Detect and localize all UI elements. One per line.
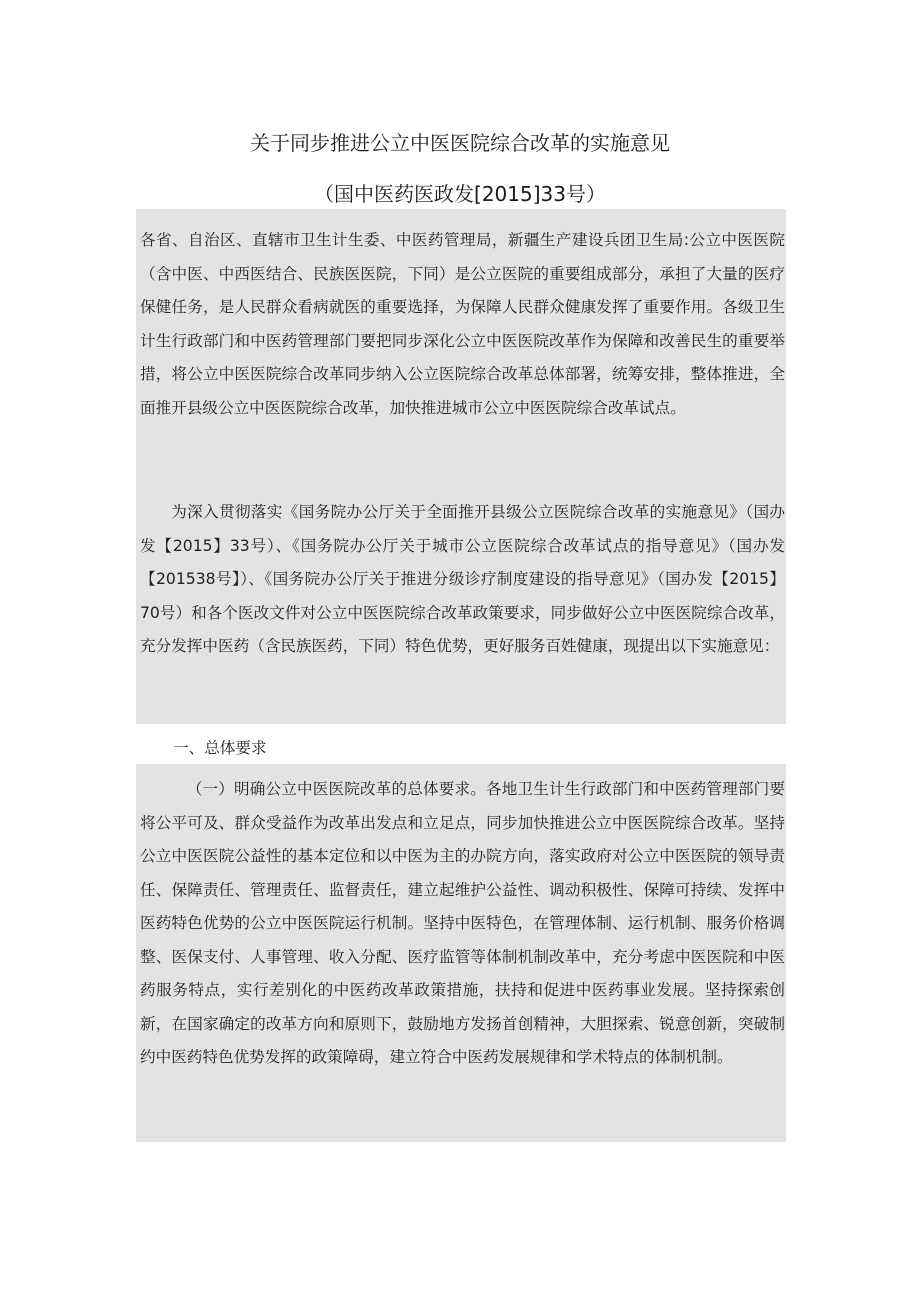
paragraph-intro: 各省、自治区、直辖市卫生计生委、中医药管理局，新疆生产建设兵团卫生局:公立中医医院（含中医、中西医结合、民族医医院，下同）是公立医院的重要组成部分，承担了大量的医疗保健任务，是人民群众看病就医的重要选择，为保障人民群众健康发挥了重要作用。各级卫生计生行政部门和中医药管理部门要把同步深化公立中医医院改革作为保障和改善民生的重要举措，将公立中医医院综合改革同步纳入公立医院综合改革总体部署，统筹安排，整体推进，全面推开县级公立中医医院综合改革，加快推进城市公立中医医院综合改革试点。 [140, 231, 785, 417]
document-title: 关于同步推进公立中医医院综合改革的实施意见 [250, 131, 670, 155]
paragraph-requirement-1: （一）明确公立中医医院改革的总体要求。各地卫生计生行政部门和中医药管理部门要将公平可及、群众受益作为改革出发点和立足点，同步加快推进公立中医医院综合改革。坚持公立中医医院公益性的基本定位和以中医为主的办院方向，落实政府对公立中医医院的领导责任、保障责任、管理责任、监督责任，建立起维护公益性、调动积极性、保障可持续、发挥中医药特色优势的公立中医医院运行机制。坚持中医特色，在管理体制、运行机制、服务价格调整、医保支付、人事管理、收入分配、医疗监管等体制机制改革中，充分考虑中医医院和中医药服务特点，实行差别化的中医药改革政策措施，扶持和促进中医药事业发展。坚持探索创新，在国家确定的改革方向和原则下，鼓励地方发扬首创精神，大胆探索、锐意创新，突破制约中医药特色优势发挥的政策障碍，建立符合中医药发展规律和学术特点的体制机制。 [140, 780, 785, 1066]
document-number: （国中医药医政发[2015]33号） [314, 182, 606, 206]
paragraph-basis: 为深入贯彻落实《国务院办公厅关于全面推开县级公立医院综合改革的实施意见》（国办发【2015】33号）、《国务院办公厅关于城市公立医院综合改革试点的指导意见》（国办发【201538号】）、《国务院办公厅关于推进分级诊疗制度建设的指导意见》（国办发【2015】70号）和各个医改文件对公立中医医院综合改革政策要求，同步做好公立中医医院综合改革，充分发挥中医药（含民族医药，下同）特色优势，更好服务百姓健康，现提出以下实施意见： [140, 503, 785, 655]
section-heading-general-requirements: 一、总体要求 [173, 739, 267, 757]
